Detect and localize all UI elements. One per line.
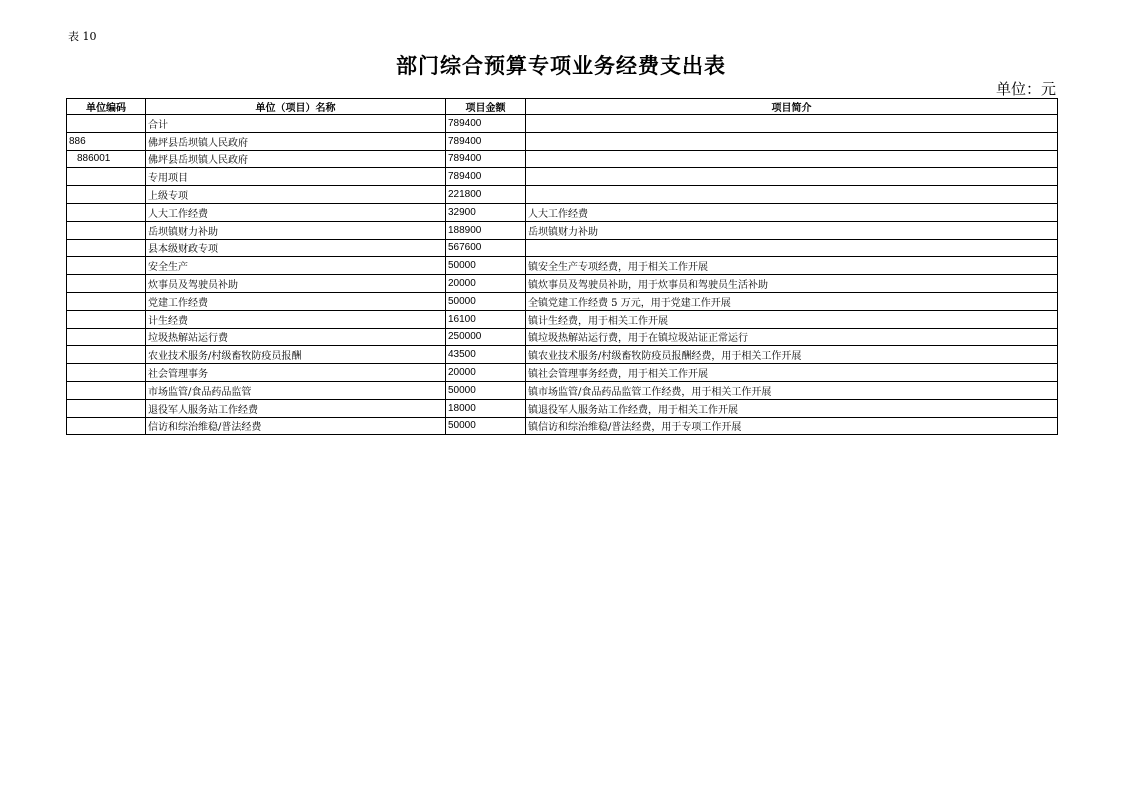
cell-description: 镇安全生产专项经费，用于相关工作开展	[526, 257, 1058, 275]
cell-name: 县本级财政专项	[146, 239, 446, 257]
table-row	[67, 257, 1058, 275]
table-row	[67, 168, 1058, 186]
table-row	[67, 239, 1058, 257]
cell-unit-code	[67, 186, 146, 204]
page-title: 部门综合预算专项业务经费支出表	[396, 53, 726, 78]
cell-description: 全镇党建工作经费 5 万元，用于党建工作开展	[526, 292, 1058, 310]
cell-amount: 50000	[446, 292, 526, 310]
cell-unit-code	[67, 257, 146, 275]
cell-name: 岳坝镇财力补助	[146, 221, 446, 239]
cell-amount: 221800	[446, 186, 526, 204]
cell-description	[526, 115, 1058, 133]
table-row	[67, 186, 1058, 204]
table-row	[67, 346, 1058, 364]
budget-table	[66, 98, 1058, 435]
cell-unit-code	[67, 292, 146, 310]
table-row	[67, 328, 1058, 346]
cell-name: 炊事员及驾驶员补助	[146, 275, 446, 293]
cell-name: 计生经费	[146, 310, 446, 328]
cell-description	[526, 150, 1058, 168]
cell-unit-code	[67, 239, 146, 257]
cell-description: 镇社会管理事务经费，用于相关工作开展	[526, 364, 1058, 382]
cell-name: 安全生产	[146, 257, 446, 275]
cell-name: 社会管理事务	[146, 364, 446, 382]
column-header-name: 单位（项目）名称	[146, 99, 446, 115]
cell-name: 党建工作经费	[146, 292, 446, 310]
table-row	[67, 417, 1058, 435]
column-header-amount: 项目金额	[446, 99, 526, 115]
cell-unit-code	[67, 346, 146, 364]
cell-unit-code	[67, 168, 146, 186]
table-row	[67, 399, 1058, 417]
cell-description	[526, 132, 1058, 150]
cell-amount: 16100	[446, 310, 526, 328]
cell-name: 人大工作经费	[146, 203, 446, 221]
table-row	[67, 203, 1058, 221]
column-header-description: 项目简介	[526, 99, 1058, 115]
table-row	[67, 221, 1058, 239]
cell-unit-code: 886	[67, 132, 146, 150]
table-header-row	[67, 99, 1058, 115]
cell-amount: 18000	[446, 399, 526, 417]
cell-unit-code	[67, 417, 146, 435]
cell-name: 退役军人服务站工作经费	[146, 399, 446, 417]
cell-amount: 789400	[446, 115, 526, 133]
cell-name: 垃圾热解站运行费	[146, 328, 446, 346]
column-header-unit-code: 单位编码	[67, 99, 146, 115]
cell-amount: 789400	[446, 168, 526, 186]
cell-name: 专用项目	[146, 168, 446, 186]
cell-unit-code: 886001	[67, 150, 146, 168]
cell-description: 人大工作经费	[526, 203, 1058, 221]
table-body	[67, 115, 1058, 435]
cell-unit-code	[67, 203, 146, 221]
table-row	[67, 292, 1058, 310]
cell-description: 镇信访和综治维稳/普法经费，用于专项工作开展	[526, 417, 1058, 435]
cell-unit-code	[67, 364, 146, 382]
cell-description	[526, 168, 1058, 186]
table-row	[67, 381, 1058, 399]
cell-amount: 188900	[446, 221, 526, 239]
cell-amount: 250000	[446, 328, 526, 346]
cell-description: 镇市场监管/食品药品监管工作经费，用于相关工作开展	[526, 381, 1058, 399]
cell-unit-code	[67, 381, 146, 399]
table-row	[67, 132, 1058, 150]
cell-name: 佛坪县岳坝镇人民政府	[146, 150, 446, 168]
cell-unit-code	[67, 399, 146, 417]
cell-name: 合计	[146, 115, 446, 133]
cell-amount: 43500	[446, 346, 526, 364]
cell-description: 镇退役军人服务站工作经费，用于相关工作开展	[526, 399, 1058, 417]
cell-amount: 50000	[446, 257, 526, 275]
table-row	[67, 275, 1058, 293]
table-row	[67, 310, 1058, 328]
cell-amount: 789400	[446, 150, 526, 168]
cell-amount: 789400	[446, 132, 526, 150]
cell-unit-code	[67, 275, 146, 293]
cell-amount: 20000	[446, 275, 526, 293]
cell-unit-code	[67, 115, 146, 133]
cell-amount: 50000	[446, 417, 526, 435]
table-row	[67, 364, 1058, 382]
cell-description: 岳坝镇财力补助	[526, 221, 1058, 239]
cell-description: 镇炊事员及驾驶员补助，用于炊事员和驾驶员生活补助	[526, 275, 1058, 293]
cell-unit-code	[67, 310, 146, 328]
cell-description: 镇计生经费，用于相关工作开展	[526, 310, 1058, 328]
table-row	[67, 150, 1058, 168]
cell-name: 农业技术服务/村级畜牧防疫员报酬	[146, 346, 446, 364]
cell-unit-code	[67, 328, 146, 346]
cell-name: 信访和综治维稳/普法经费	[146, 417, 446, 435]
cell-name: 佛坪县岳坝镇人民政府	[146, 132, 446, 150]
unit-note: 单位：元	[995, 80, 1056, 98]
cell-description	[526, 239, 1058, 257]
cell-amount: 567600	[446, 239, 526, 257]
cell-amount: 20000	[446, 364, 526, 382]
cell-unit-code	[67, 221, 146, 239]
table-number: 表 10	[68, 30, 97, 43]
cell-name: 市场监管/食品药品监管	[146, 381, 446, 399]
cell-description: 镇农业技术服务/村级畜牧防疫员报酬经费，用于相关工作开展	[526, 346, 1058, 364]
cell-amount: 50000	[446, 381, 526, 399]
cell-amount: 32900	[446, 203, 526, 221]
cell-name: 上级专项	[146, 186, 446, 204]
cell-description	[526, 186, 1058, 204]
table-row	[67, 115, 1058, 133]
cell-description: 镇垃圾热解站运行费，用于在镇垃圾站证正常运行	[526, 328, 1058, 346]
